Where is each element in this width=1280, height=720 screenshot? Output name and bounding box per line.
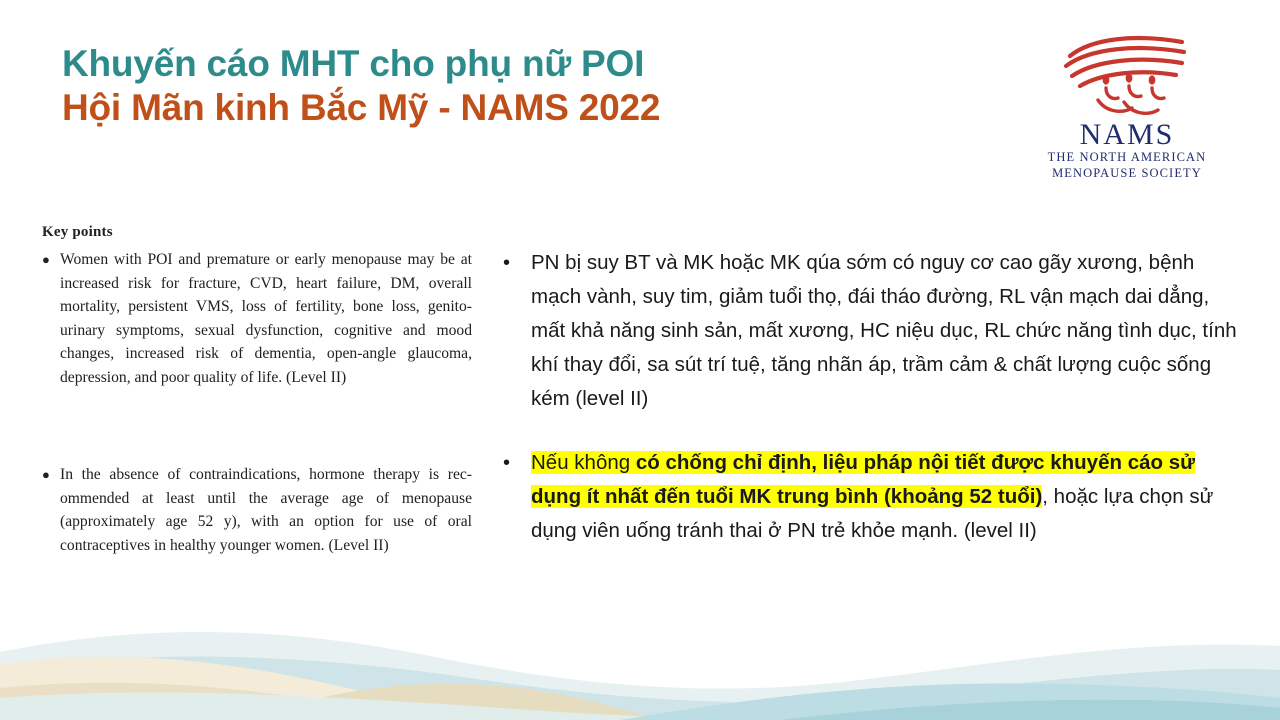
logo-name-text: NAMS — [1079, 118, 1175, 151]
excerpt-item-1-text: Women with POI and premature or early menopause may be at increased risk for fracture, CVD, heart failure, DM, overall mortality, persistent VMS, loss of fertility, bone loss, genito-urinary symptoms, sexual dysfunction, cognitive and mood changes, increased risk of dementia, open-angle glaucoma, depression, and poor quality of life. (Level II) — [60, 251, 472, 386]
bullet-dot-icon: • — [503, 452, 511, 474]
logo-subtitle-line-1: THE NORTH AMERICAN — [1047, 150, 1207, 164]
vietnamese-bullet-list — [503, 246, 1243, 578]
excerpt-bullet-icon: ● — [42, 252, 50, 267]
excerpt-bullet-icon: ● — [42, 467, 50, 482]
nams-logo — [1032, 30, 1222, 195]
excerpt-item-1 — [42, 248, 472, 389]
slide-title-line-2: Hội Mãn kinh Bắc Mỹ - NAMS 2022 — [62, 86, 661, 128]
excerpt-item-2-text: In the absence of contraindications, hormone therapy is rec-ommended at least until the average age of menopause (approximately age 52 y), with an option for use of oral contraceptives in healthy younger women. (Level II) — [60, 466, 472, 554]
bullet-item-1 — [503, 246, 1243, 416]
key-points-heading: Key points — [42, 224, 113, 240]
decorative-wave-background — [0, 560, 1280, 720]
bullet-dot-icon: • — [503, 252, 511, 274]
nams-flame-faces-icon — [1032, 30, 1222, 118]
bullet-item-2-prefix: Nếu không — [531, 451, 636, 474]
key-points-excerpt — [42, 224, 472, 583]
slide-title — [62, 42, 660, 129]
bullet-item-2-text — [531, 446, 1243, 548]
excerpt-item-2 — [42, 463, 472, 557]
bullet-item-2 — [503, 446, 1243, 548]
logo-subtitle-line-2: MENOPAUSE SOCIETY — [1052, 165, 1202, 180]
bullet-item-1-text: PN bị suy BT và MK hoặc MK qúa sớm có nguy cơ cao gãy xương, bệnh mạch vành, suy tim, giảm tuổi thọ, đái tháo đường, RL vận mạch dai dẳng, mất khả năng sinh sản, mất xương, HC niệu dục, RL chức năng tình dục, tính khí thay đổi, sa sút trí tuệ, tăng nhãn áp, trầm cảm & chất lượng cuộc sống kém (level II) — [531, 251, 1237, 410]
bullet-item-2-highlight: có chống chỉ định, liệu pháp nội tiết được khuyến cáo sử dụng ít nhất đến tuổi MK trung bình (khoảng 52 tuổi) — [531, 451, 1195, 508]
bullet-item-2-suffix: , hoặc lựa chọn sử dụng viên uống tránh thai ở PN trẻ khỏe mạnh. (level II) — [531, 485, 1214, 542]
slide-title-line-1: Khuyến cáo MHT cho phụ nữ POI — [62, 43, 645, 84]
